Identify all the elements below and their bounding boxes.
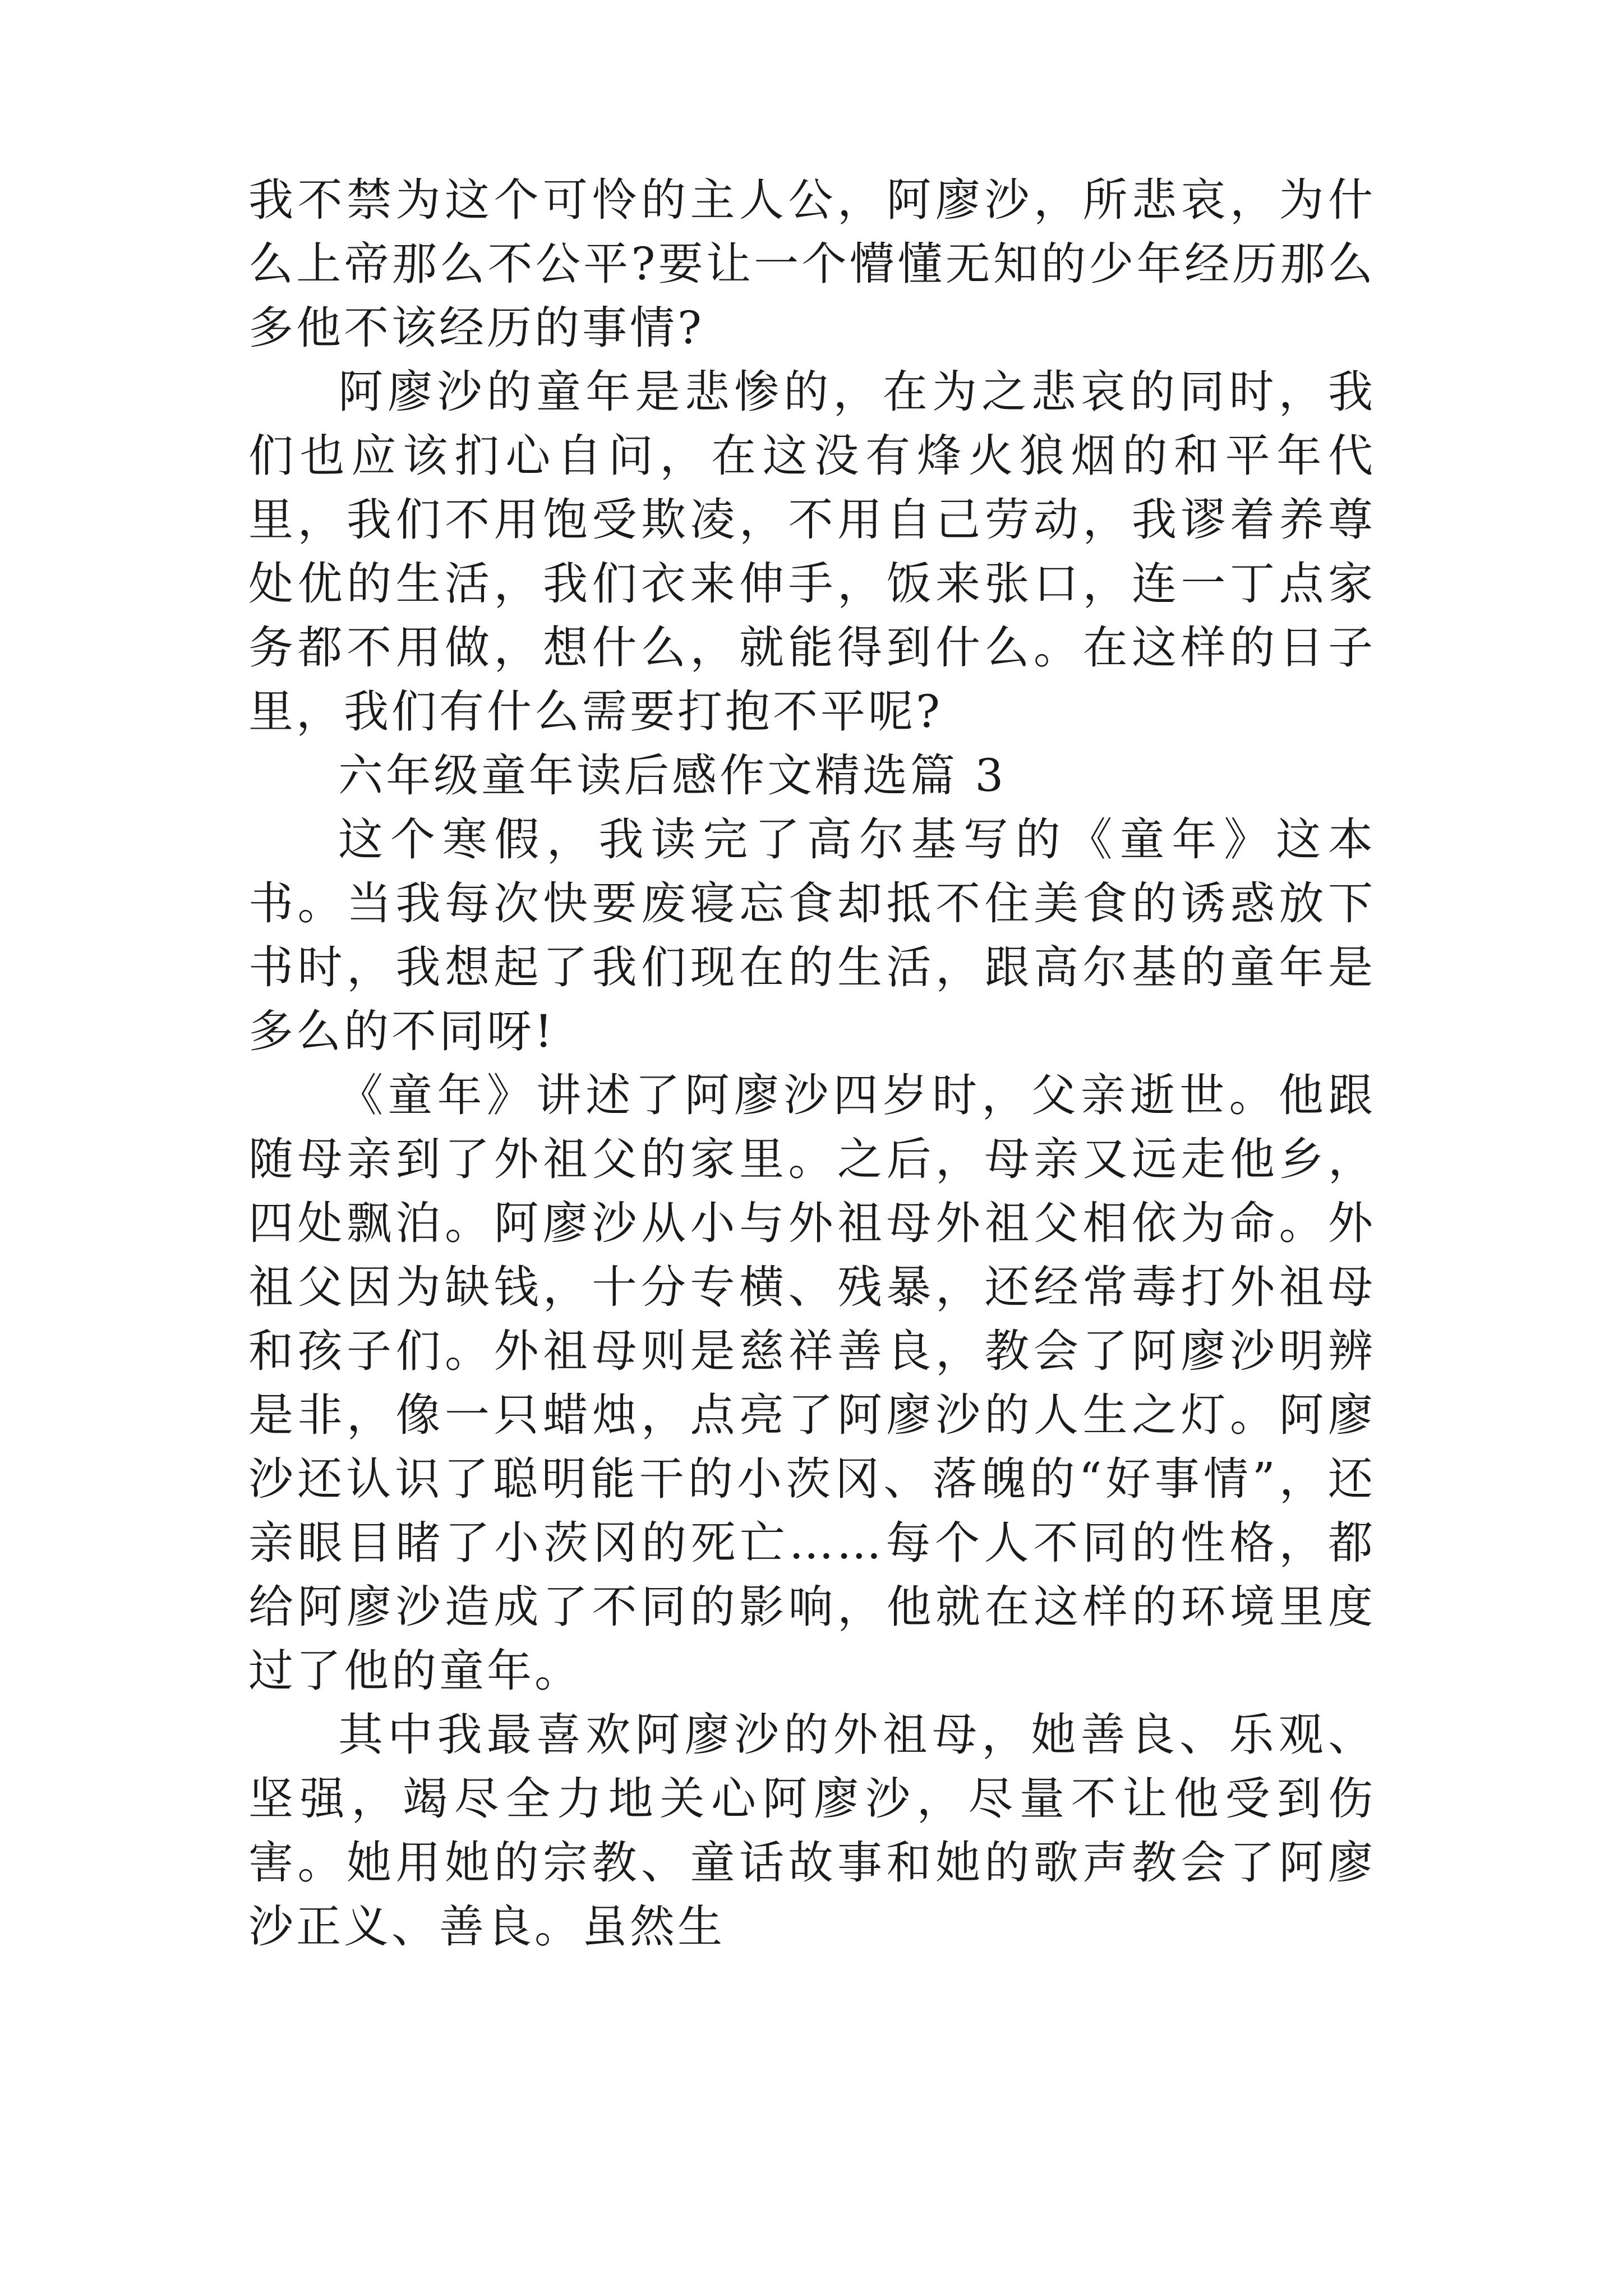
document-body <box>248 168 1376 1959</box>
paragraph-4: 《童年》讲述了阿廖沙四岁时，父亲逝世。他跟随母亲到了外祖父的家里。之后，母亲又远走他乡，四处飘泊。阿廖沙从小与外祖母外祖父相依为命。外祖父因为缺钱，十分专横、残暴，还经常毒打外祖母和孩子们。外祖母则是慈祥善良，教会了阿廖沙明辨是非，像一只蜡烛，点亮了阿廖沙的人生之灯。阿廖沙还认识了聪明能干的小茨冈、落魄的“好事情”，还亲眼目睹了小茨冈的死亡……每个人不同的性格，都给阿廖沙造成了不同的影响，他就在这样的环境里度过了他的童年。 <box>248 1069 1376 1697</box>
paragraph-5: 其中我最喜欢阿廖沙的外祖母，她善良、乐观、坚强，竭尽全力地关心阿廖沙，尽量不让他受到伤害。她用她的宗教、童话故事和她的歌声教会了阿廖沙正义、善良。虽然生 <box>248 1709 1376 1953</box>
section-heading: 六年级童年读后感作文精选篇 3 <box>338 749 1007 802</box>
paragraph-2: 阿廖沙的童年是悲惨的，在为之悲哀的同时，我们也应该扪心自问，在这没有烽火狼烟的和平年代里，我们不用饱受欺凌，不用自己劳动，我谬着养尊处优的生活，我们衣来伸手，饭来张口，连一丁点家务都不用做，想什么，就能得到什么。在这样的日子里，我们有什么需要打抱不平呢? <box>248 366 1376 738</box>
paragraph-1: 我不禁为这个可怜的主人公，阿廖沙，所悲哀，为什么上帝那么不公平?要让一个懵懂无知的少年经历那么多他不该经历的事情? <box>248 174 1376 354</box>
paragraph-3: 这个寒假，我读完了高尔基写的《童年》这本书。当我每次快要废寝忘食却抵不住美食的诱惑放下书时，我想起了我们现在的生活，跟高尔基的童年是多么的不同呀! <box>248 813 1376 1057</box>
